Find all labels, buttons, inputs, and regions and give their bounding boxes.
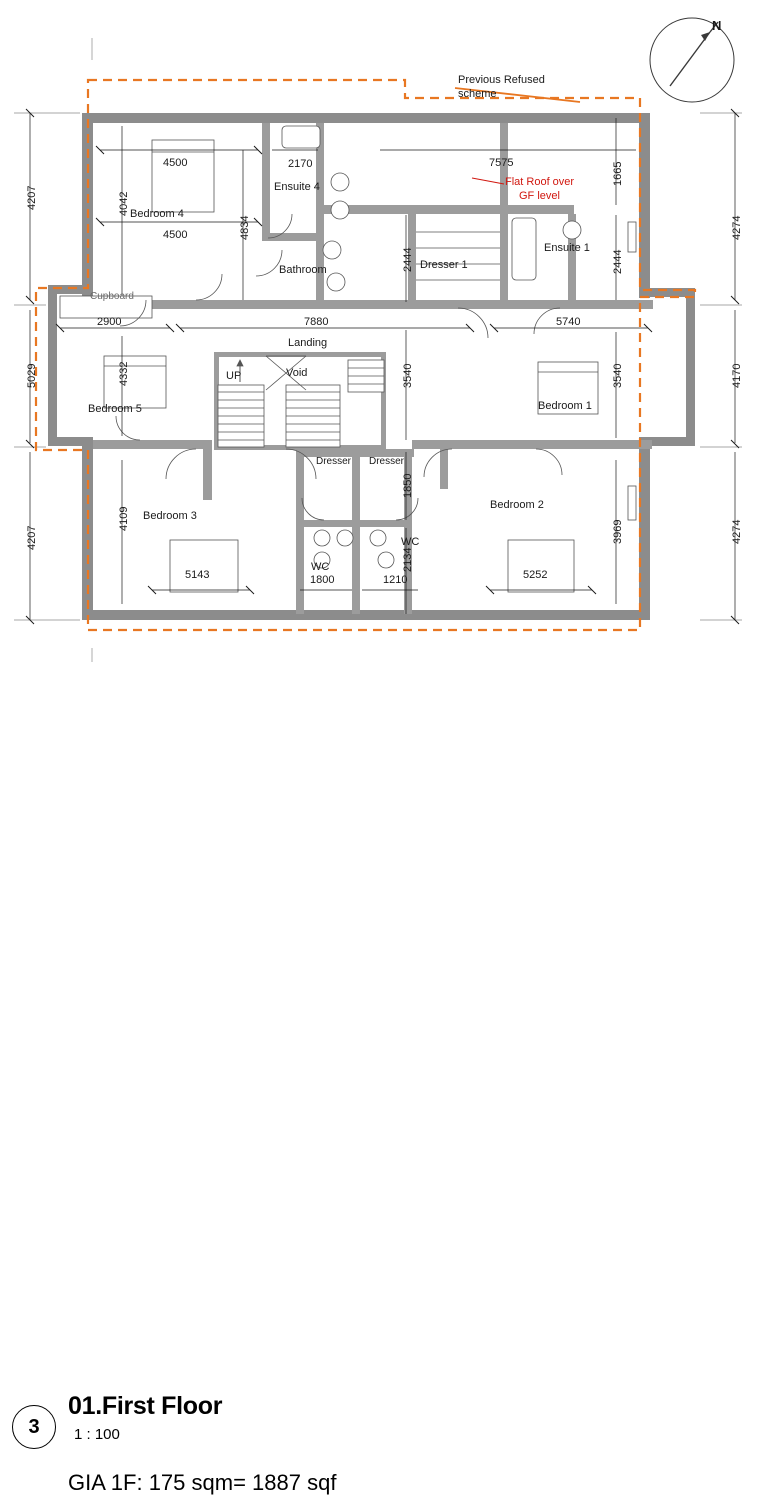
page-title: 01.First Floor (68, 1392, 223, 1420)
room-label-bedroom-1: Bedroom 1 (538, 400, 592, 412)
room-label-void: Void (286, 367, 308, 379)
compass-north-label: N (712, 18, 722, 33)
room-label-dresser-b: Dresser (369, 456, 405, 467)
dimension-4834: 4834 (239, 215, 251, 240)
annotation-flat-roof-line2: GF level (519, 190, 560, 202)
dimension-5143: 5143 (185, 569, 210, 581)
dimension-5252: 5252 (523, 569, 548, 581)
door-swings (116, 214, 562, 520)
dimension-3540-left: 3540 (402, 363, 414, 388)
dimension-5740: 5740 (556, 316, 581, 328)
dimension-5029: 5029 (26, 363, 38, 388)
dimension-7880: 7880 (304, 316, 329, 328)
dimension-4207-bottom: 4207 (26, 525, 38, 550)
dimension-4274-bottom: 4274 (731, 519, 743, 544)
room-label-ensuite-1: Ensuite 1 (544, 242, 590, 254)
flat-roof-leader (472, 178, 504, 184)
title-block (0, 690, 782, 1495)
dimension-1850: 1850 (402, 473, 414, 498)
dimension-4500-top: 4500 (163, 157, 188, 169)
drawing-number-badge: 3 (12, 1405, 56, 1449)
dimension-1665: 1665 (612, 161, 624, 186)
stairs-up-label: UP (226, 370, 242, 382)
room-label-dresser-1: Dresser 1 (420, 259, 468, 271)
floor-plan (0, 0, 782, 680)
dimension-2444-right: 2444 (612, 249, 624, 274)
dimension-4207-top: 4207 (26, 185, 38, 210)
dimension-2134: 2134 (402, 547, 414, 572)
north-compass (648, 14, 736, 102)
room-label-bathroom: Bathroom (279, 264, 327, 276)
dimension-4500-mid: 4500 (163, 229, 188, 241)
dimension-4042: 4042 (118, 191, 130, 216)
annotation-flat-roof-line1: Flat Roof over (505, 176, 575, 188)
dimension-3540-right: 3540 (612, 363, 624, 388)
dimension-3969: 3969 (612, 519, 624, 544)
room-label-ensuite-4: Ensuite 4 (274, 181, 320, 193)
dimension-1210: 1210 (383, 574, 408, 586)
room-label-bedroom-4: Bedroom 4 (130, 208, 184, 220)
dimension-4332: 4332 (118, 361, 130, 386)
dimension-4274-top: 4274 (731, 215, 743, 240)
dimension-2900: 2900 (97, 316, 122, 328)
room-label-bedroom-3: Bedroom 3 (143, 510, 197, 522)
annotation-previous-refused-line2: scheme (458, 88, 497, 100)
room-label-dresser-a: Dresser (316, 456, 352, 467)
dimension-4109: 4109 (118, 506, 130, 531)
room-label-cupboard: Cupboard (90, 291, 134, 302)
dimension-1800: 1800 (310, 574, 335, 586)
dimension-7575: 7575 (489, 157, 514, 169)
room-label-wc-right: WC (401, 536, 420, 548)
gia-note: GIA 1F: 175 sqm= 1887 sqf (68, 1470, 337, 1495)
annotation-previous-refused-line1: Previous Refused (458, 74, 545, 86)
grid-guide-lines (14, 38, 742, 662)
room-label-landing: Landing (288, 337, 328, 349)
room-label-bedroom-5: Bedroom 5 (88, 403, 142, 415)
room-label-wc-left: WC (311, 561, 330, 573)
room-label-bedroom-2: Bedroom 2 (490, 499, 544, 511)
dimension-2170: 2170 (288, 158, 313, 170)
dimension-2444-left: 2444 (402, 247, 414, 272)
drawing-scale: 1 : 100 (74, 1426, 120, 1443)
dimension-4170: 4170 (731, 363, 743, 388)
